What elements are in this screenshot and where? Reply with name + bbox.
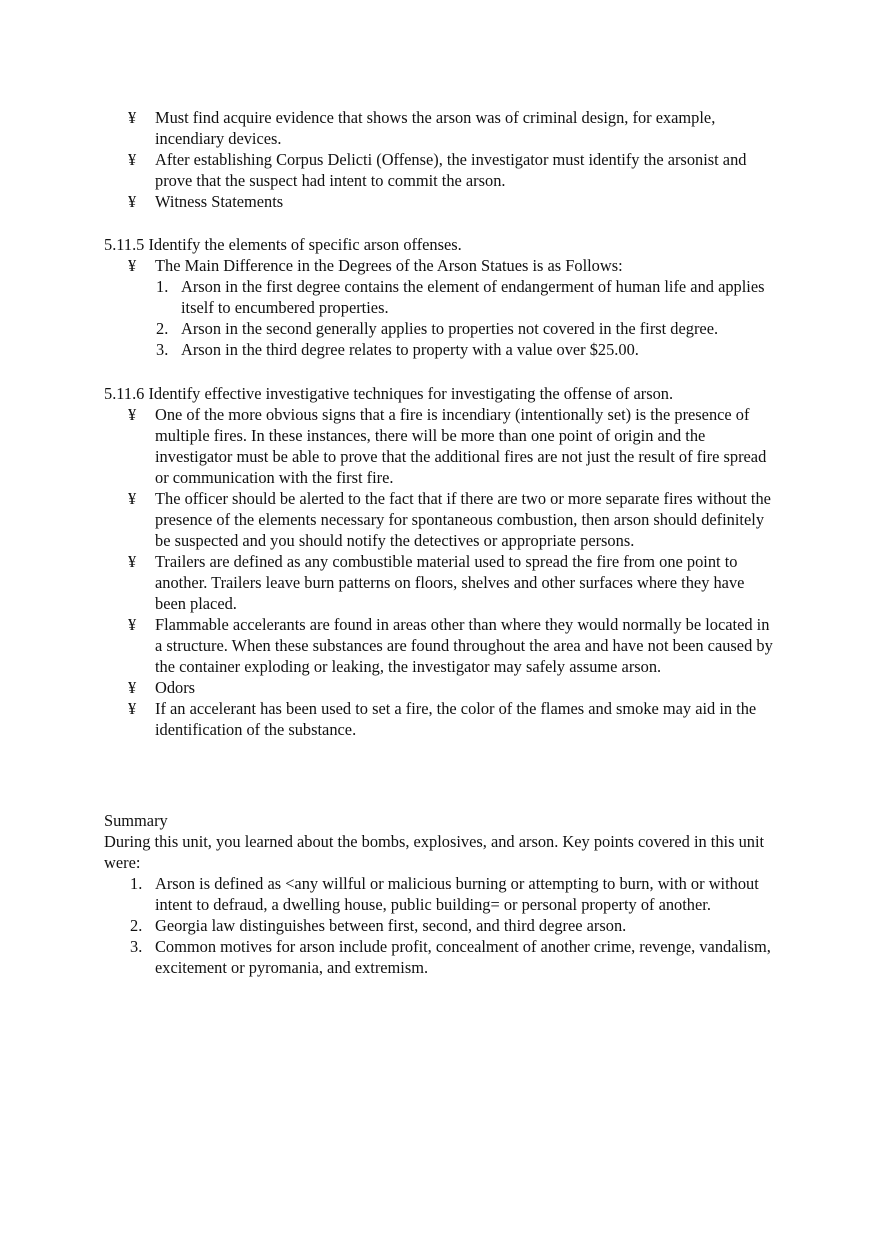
list-item-text: After establishing Corpus Delicti (Offense), the investigator must identify the arsonist and prove that the suspect had intent to commit the arson. [155,150,747,190]
list-item [104,488,774,551]
item-number: 2. [156,319,169,338]
list-item [104,149,774,191]
section-5-11-5 [104,234,774,360]
item-number: 1. [130,874,143,893]
numbered-item-text: Common motives for arson include profit, concealment of another crime, revenge, vandalism, excitement or pyromania, and extremism. [155,937,771,977]
item-number: 2. [130,916,143,935]
numbered-item [104,318,774,339]
numbered-item-text: Georgia law distinguishes between first, second, and third degree arson. [155,916,627,935]
section-heading: 5.11.6 Identify effective investigative techniques for investigating the offense of arson. [104,384,674,403]
list-item [104,677,774,698]
bullet-glyph: ¥ [128,108,137,127]
list-item-text: The officer should be alerted to the fact that if there are two or more separate fires without the presence of the elements necessary for spontaneous combustion, then arson should definitely be suspected and you should notify the detectives or appropriate persons. [155,489,771,550]
list-item [104,404,774,488]
numbered-item-text: Arson in the first degree contains the element of endangerment of human life and applies itself to encumbered properties. [181,277,765,317]
section-heading: 5.11.5 Identify the elements of specific arson offenses. [104,235,462,254]
summary-section [104,810,776,978]
numbered-item [104,276,774,318]
numbered-item-text: Arson in the second generally applies to properties not covered in the first degree. [181,319,719,338]
list-item [104,107,774,149]
list-item-text: Witness Statements [155,192,284,211]
bullet-glyph: ¥ [128,615,137,634]
bullet-glyph: ¥ [128,552,137,571]
bullet-glyph: ¥ [128,678,137,697]
list-item-text: Flammable accelerants are found in areas other than where they would normally be located in a structure. When these substances are found throughout the area and have not been caused by the container exploding or leaking, the investigator may safely assume arson. [155,615,773,676]
top-bullet-list [104,107,774,212]
list-item-text: Must find acquire evidence that shows the arson was of criminal design, for example, incendiary devices. [155,108,716,148]
item-number: 1. [156,277,169,296]
list-item [104,255,774,276]
bullet-glyph: ¥ [128,150,137,169]
list-item-text: One of the more obvious signs that a fire is incendiary (intentionally set) is the presence of multiple fires. In these instances, there will be more than one point of origin and the investigator must be able to prove that the additional fires are not just the result of fire spread or communication with the first fire. [155,405,767,487]
bullet-glyph: ¥ [128,405,137,424]
bullet-glyph: ¥ [128,256,137,275]
list-item-text: If an accelerant has been used to set a fire, the color of the flames and smoke may aid in the identification of the substance. [155,699,757,739]
list-item-text: Trailers are defined as any combustible material used to spread the fire from one point to another. Trailers leave burn patterns on floors, shelves and other surfaces where they have been placed. [155,552,745,613]
numbered-item-text: Arson in the third degree relates to property with a value over $25.00. [181,340,639,359]
section-5-11-6 [104,383,774,740]
summary-heading: Summary [104,811,168,830]
list-item [104,551,774,614]
list-item [104,191,774,212]
list-item [104,614,774,677]
numbered-item [104,915,776,936]
numbered-item-text: Arson is defined as <any willful or malicious burning or attempting to burn, with or without intent to defraud, a dwelling house, public building= or personal property of another. [155,874,759,914]
item-number: 3. [156,340,169,359]
bullet-glyph: ¥ [128,489,137,508]
list-item-text: The Main Difference in the Degrees of the Arson Statues is as Follows: [155,256,623,275]
bullet-glyph: ¥ [128,192,137,211]
numbered-item [104,339,774,360]
numbered-item [104,936,776,978]
bullet-glyph: ¥ [128,699,137,718]
list-item [104,698,774,740]
summary-intro: During this unit, you learned about the bombs, explosives, and arson. Key points covered in this unit were: [104,832,765,872]
item-number: 3. [130,937,143,956]
list-item-text: Odors [155,678,196,697]
numbered-item [104,873,776,915]
